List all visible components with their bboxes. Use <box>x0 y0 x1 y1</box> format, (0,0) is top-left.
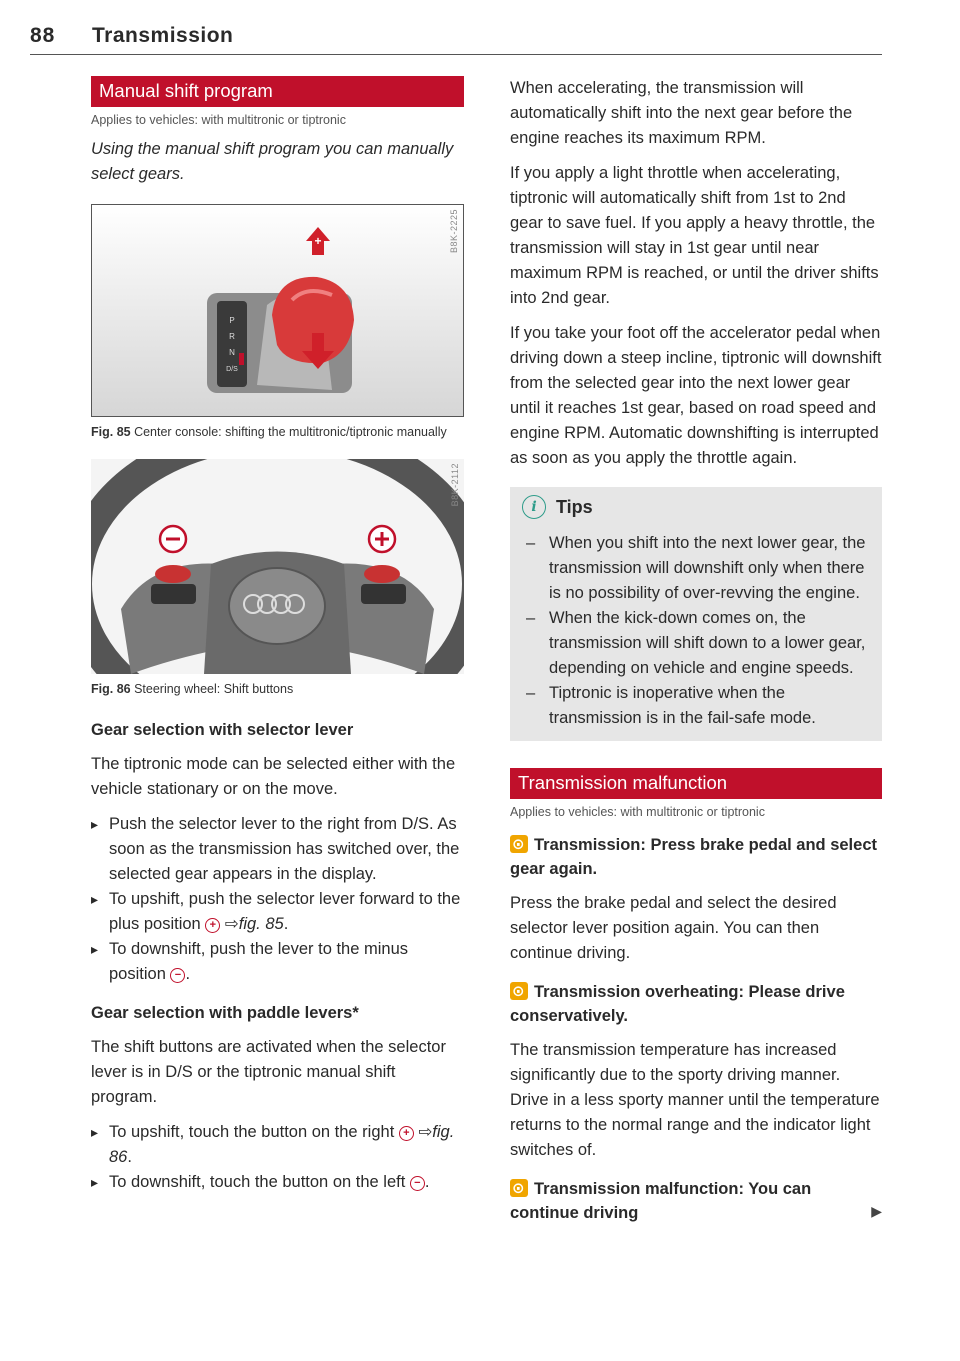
list-item: ▸ To downshift, push the lever to the minus position − . <box>91 937 464 987</box>
paragraph-paddle: The shift buttons are activated when the selector lever is in D/S or the tiptronic manual shift program. <box>91 1038 446 1106</box>
page-header <box>30 22 882 55</box>
warning-light-icon <box>510 982 528 1000</box>
gear-selector-illustration <box>92 205 464 416</box>
applies-note: Applies to vehicles: with multitronic or tiptronic <box>510 805 765 819</box>
heading-selector-lever: Gear selection with selector lever <box>91 721 354 739</box>
paragraph: The transmission temperature has increased significantly due to the sporty driving manner. Drive in a less sporty manner until the temperature returns to the normal range and the indicator light switches of. <box>510 1041 880 1159</box>
figure-85-caption: Fig. 85 Center console: shifting the multitronic/tiptronic manually <box>91 425 447 439</box>
svg-text:R: R <box>229 332 235 341</box>
figure-reference[interactable]: fig. 85 <box>238 915 284 933</box>
list-item: ▸ To upshift, touch the button on the right + ⇨fig. 86. <box>91 1120 464 1170</box>
svg-text:D/S: D/S <box>226 366 238 373</box>
plus-icon: + <box>205 918 220 933</box>
tips-header: i Tips <box>522 495 870 519</box>
list-item: ▸ Push the selector lever to the right from D/S. As soon as the transmission has switched over, the selected gear appears in the display. <box>91 812 464 887</box>
figure-reference[interactable]: fig. 86 <box>109 1123 455 1166</box>
right-column <box>510 76 882 1225</box>
paragraph: If you apply a light throttle when accelerating, tiptronic will automatically shift from 1st to 2nd gear to save fuel. If you apply a heavy throttle, the transmission will stay in 1st gear until near maximum RPM is reached, or until the driver shifts into 2nd gear. <box>510 164 879 307</box>
tip-item: – When the kick-down comes on, the transmission will shift down to a lower gear, depending on vehicle and engine speeds. <box>522 606 870 681</box>
figure-code: B8K-2225 <box>449 209 459 254</box>
minus-icon: − <box>410 1176 425 1191</box>
plus-icon: + <box>399 1126 414 1141</box>
heading-paddle-levers: Gear selection with paddle levers* <box>91 1004 359 1022</box>
warning-heading: ⊙Transmission malfunction: You can continue driving ▶ <box>510 1177 882 1225</box>
intro-text: Using the manual shift program you can manually select gears. <box>91 140 454 183</box>
svg-text:+: + <box>314 234 322 248</box>
svg-text:N: N <box>229 348 235 357</box>
figure-85 <box>91 204 464 417</box>
section-title-manual-shift: Manual shift program <box>91 76 464 107</box>
warning-light-icon <box>510 1179 528 1197</box>
left-column <box>91 76 464 1195</box>
chapter-title: Transmission <box>92 24 234 47</box>
list-item: ▸ To downshift, touch the button on the left − . <box>91 1170 464 1195</box>
section-title-malfunction: Transmission malfunction <box>510 768 882 799</box>
warning-heading: ⊙Transmission: Press brake pedal and select gear again. <box>510 833 882 881</box>
info-icon: i <box>522 495 546 519</box>
steering-wheel-illustration <box>91 459 464 674</box>
tip-item: – Tiptronic is inoperative when the transmission is in the fail-safe mode. <box>522 681 870 731</box>
list-item: ▸ To upshift, push the selector lever forward to the plus position + ⇨fig. 85. <box>91 887 464 937</box>
applies-note: Applies to vehicles: with multitronic or tiptronic <box>91 113 346 127</box>
paragraph-selector: The tiptronic mode can be selected either with the vehicle stationary or on the move. <box>91 755 456 798</box>
continue-arrow-icon: ▶ <box>871 1203 882 1219</box>
paragraph: If you take your foot off the accelerator pedal when driving down a steep incline, tiptronic will downshift from the selected gear into the next lower gear until it reaches 1st gear, based on road speed and engine RPM. Automatic downshifting is interrupted as soon as you apply the throttle again. <box>510 324 882 467</box>
paragraph: Press the brake pedal and select the desired selector lever position again. You can then continue driving. <box>510 894 837 962</box>
figure-86 <box>91 459 464 674</box>
figure-code: B8K-2112 <box>450 463 460 507</box>
minus-icon: − <box>170 968 185 983</box>
tip-item: – When you shift into the next lower gear, the transmission will downshift only when there is no possibility of over-revving the engine. <box>522 531 870 606</box>
warning-light-icon <box>510 835 528 853</box>
paragraph: When accelerating, the transmission will automatically shift into the next gear before the engine reaches its maximum RPM. <box>510 79 853 147</box>
figure-86-caption: Fig. 86 Steering wheel: Shift buttons <box>91 682 294 696</box>
page-number: 88 <box>30 24 56 47</box>
svg-text:P: P <box>229 316 235 325</box>
warning-heading: ⊙Transmission overheating: Please drive conservatively. <box>510 980 882 1028</box>
tips-box <box>510 487 882 741</box>
